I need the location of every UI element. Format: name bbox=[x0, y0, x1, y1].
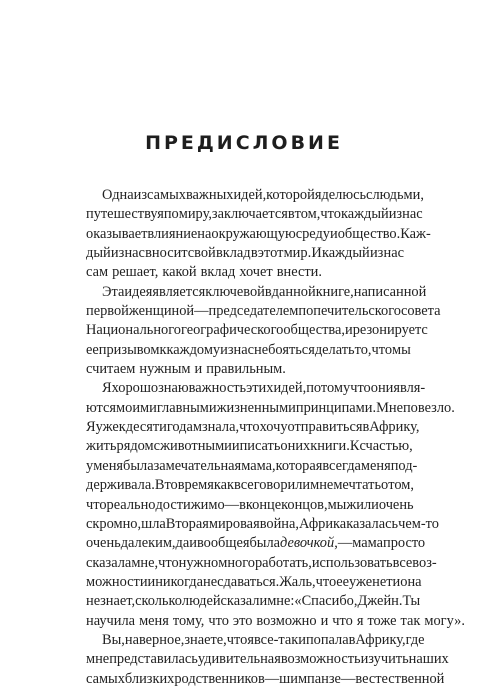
text-line: Одна из самых важных идей, которой я делюсь с людьми, bbox=[102, 187, 424, 203]
chapter-title: ПРЕДИСЛОВИЕ bbox=[145, 132, 343, 154]
text-line: путешествуя по миру, заключается в том, что каждый из нас bbox=[86, 206, 423, 223]
text-line: очень далеким, да и вообще я была девочкой, — мама просто bbox=[86, 535, 426, 552]
text-line: оказывает влияние на окружающую среду и общество. Каж- bbox=[86, 225, 431, 242]
paragraph bbox=[86, 379, 465, 630]
text-line: самых близких родственников — шимпанзе — в естественной bbox=[86, 670, 445, 687]
paragraph bbox=[86, 283, 441, 380]
text-line: ее призывом к каждому из нас не бояться делать то, что мы bbox=[86, 341, 411, 358]
preface-text bbox=[86, 186, 465, 689]
text-line: Национального географического общества, и резонирует с bbox=[86, 322, 428, 339]
text-line: считаем нужным и правильным. bbox=[86, 361, 286, 378]
text-line: у меня была замечательная мама, которая всегда меня под- bbox=[86, 457, 418, 474]
text-line: первой женщиной — председателем попечительского совета bbox=[86, 303, 441, 320]
text-line: жить рядом с животными и писать о них книги. К счастью, bbox=[86, 438, 413, 455]
text-line: дый из нас вносит свой вклад в этот мир. И каждый из нас bbox=[86, 245, 404, 262]
text-line: Вы, наверное, знаете, что я все-таки попала в Африку, где bbox=[102, 631, 425, 648]
text-line: ются моими главными жизненными принципами. Мне повезло. bbox=[86, 399, 455, 416]
text-line: научила меня тому, что это возможно и что я тоже так могу». bbox=[86, 612, 465, 629]
text-line: Я хорошо знаю важность этих идей, потому что они явля- bbox=[102, 380, 426, 397]
paragraph bbox=[86, 631, 449, 689]
text-line: Эта идея является ключевой в данной книге, написанной bbox=[102, 283, 427, 300]
text-line: держивала. В то время как все говорили мне мечтать о том, bbox=[86, 477, 414, 494]
text-line: не знает, сколько людей сказали мне: «Спасибо, Джейн. Ты bbox=[86, 593, 421, 610]
text-line: Я уже к десяти годам знала, что хочу отправиться в Африку, bbox=[86, 419, 420, 436]
text-line: сказала мне, что нужно много работать, использовать все воз- bbox=[86, 554, 437, 571]
text-line: можности и никогда не сдаваться. Жаль, что ее уже нет и она bbox=[86, 573, 422, 590]
text-line: что реально достижимо — в конце концов, мы жили очень bbox=[86, 496, 414, 513]
paragraph bbox=[86, 186, 431, 283]
text-line: скромно, шла Вторая мировая война, Африка казалась чем-то bbox=[86, 515, 439, 532]
text-line: мне представилась удивительная возможность изучить наших bbox=[86, 651, 449, 668]
text-line: сам решает, какой вклад хочет внести. bbox=[86, 264, 322, 281]
